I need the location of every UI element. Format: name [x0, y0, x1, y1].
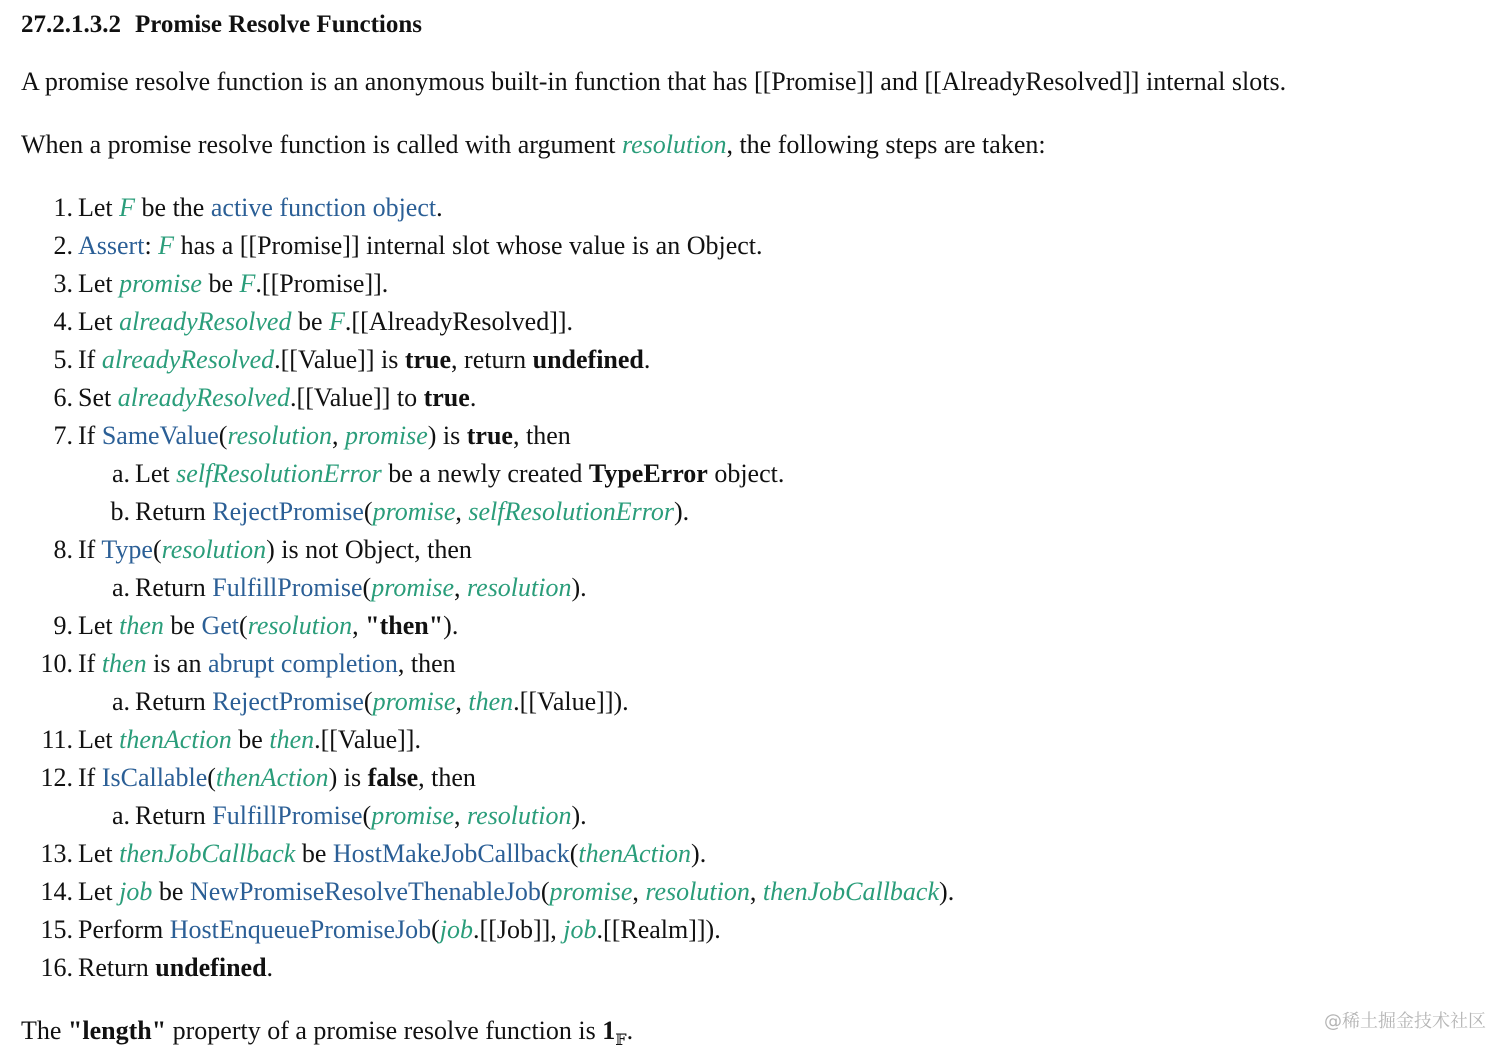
text-run: Set — [78, 383, 118, 412]
text-run: ( — [152, 535, 162, 564]
spec-link[interactable]: FulfillPromise — [212, 573, 363, 602]
text-run: Let — [78, 269, 120, 298]
text-run: be — [291, 307, 330, 336]
text-run: ). — [443, 611, 459, 640]
variable: then — [468, 687, 514, 716]
length-text-end: . — [626, 1016, 634, 1045]
text-run: ( — [218, 421, 228, 450]
text-run: ( — [362, 801, 372, 830]
text-run: .[[Value]] to — [290, 383, 424, 412]
text-run: Let — [78, 839, 120, 868]
text-run: ). — [939, 877, 955, 906]
variable: thenJobCallback — [119, 839, 296, 868]
text-run: ( — [363, 687, 373, 716]
text-run: be — [201, 269, 240, 298]
bold-term: undefined — [532, 345, 644, 374]
text-run: Let — [78, 611, 120, 640]
spec-link[interactable]: Type — [101, 535, 153, 564]
step-content — [135, 797, 587, 835]
step-content — [78, 835, 706, 873]
spec-link[interactable]: Assert — [78, 231, 145, 260]
step-content — [78, 759, 476, 797]
text-run: , — [331, 421, 345, 450]
step-content — [78, 189, 443, 227]
variable: alreadyResolved — [101, 345, 275, 374]
step-marker: a. — [111, 801, 130, 830]
text-run: be a newly created — [381, 459, 589, 488]
variable: resolution — [467, 573, 572, 602]
variable: F — [239, 269, 256, 298]
text-run: , then — [512, 421, 571, 450]
variable: promise — [372, 497, 456, 526]
text-run: ) is — [328, 763, 368, 792]
variable: thenAction — [578, 839, 692, 868]
variable: promise — [549, 877, 633, 906]
variable: thenAction — [119, 725, 232, 754]
variable: promise — [372, 687, 456, 716]
text-run: .[[Promise]]. — [255, 269, 389, 298]
bold-term: false — [367, 763, 419, 792]
step-marker: 5. — [53, 345, 73, 374]
variable: resolution — [467, 801, 572, 830]
text-run: Let — [78, 307, 120, 336]
step-content — [78, 873, 954, 911]
step-marker: 14. — [40, 877, 73, 906]
step-content — [78, 721, 421, 759]
text-run: be — [295, 839, 333, 868]
text-run: , then — [397, 649, 456, 678]
step-marker: 16. — [40, 953, 73, 982]
step-marker: 15. — [40, 915, 73, 944]
length-text-middle: property of a promise resolve function is — [166, 1016, 603, 1045]
text-run: Let — [78, 725, 120, 754]
step-content — [135, 493, 689, 531]
variable: selfResolutionError — [176, 459, 382, 488]
length-value: 1 — [602, 1016, 616, 1045]
spec-link[interactable]: SameValue — [101, 421, 219, 450]
variable: alreadyResolved — [119, 307, 292, 336]
variable: resolution — [227, 421, 332, 450]
text-run: , then — [418, 763, 476, 792]
text-run: , return — [451, 345, 533, 374]
text-run: ). — [673, 497, 690, 526]
text-run: , — [454, 573, 467, 602]
variable: resolution — [645, 877, 750, 906]
step-content — [78, 949, 273, 987]
variable: resolution — [161, 535, 267, 564]
step-content — [78, 379, 476, 417]
resolution-var: resolution — [621, 130, 727, 159]
step-content — [78, 227, 763, 265]
variable: thenJobCallback — [762, 877, 940, 906]
text-run: is an — [146, 649, 208, 678]
step-content — [78, 645, 456, 683]
text-run: ). — [571, 573, 587, 602]
step-content — [135, 683, 629, 721]
text-run: Return — [135, 497, 213, 526]
spec-link[interactable]: HostMakeJobCallback — [332, 839, 570, 868]
spec-link[interactable]: HostEnqueuePromiseJob — [169, 915, 432, 944]
step-marker: 1. — [53, 193, 73, 222]
spec-link[interactable]: Get — [201, 611, 240, 640]
text-run: . — [643, 345, 651, 374]
text-run: Return — [78, 953, 156, 982]
text-run: .[[Value]]. — [314, 725, 421, 754]
text-run: Let — [78, 193, 120, 222]
step-marker: 9. — [53, 611, 73, 640]
variable: selfResolutionError — [468, 497, 674, 526]
step-marker: 8. — [53, 535, 73, 564]
variable: resolution — [247, 611, 353, 640]
length-property-name: "length" — [67, 1016, 167, 1045]
text-run: , — [455, 687, 469, 716]
text-run: ). — [691, 839, 707, 868]
text-run: .[[Realm]]). — [596, 915, 721, 944]
step-marker: a. — [111, 573, 130, 602]
text-run: , — [352, 611, 366, 640]
text-run: be the — [135, 193, 211, 222]
step-content — [78, 303, 573, 341]
step-marker: 7. — [53, 421, 73, 450]
variable: promise — [371, 801, 454, 830]
step-marker: 2. — [53, 231, 73, 260]
spec-link[interactable]: RejectPromise — [212, 687, 364, 716]
bold-term: TypeError — [588, 459, 708, 488]
text-run: be — [163, 611, 202, 640]
variable: promise — [371, 573, 454, 602]
text-run: .[[Value]] is — [274, 345, 405, 374]
bold-term: true — [404, 345, 452, 374]
text-run: ( — [362, 573, 372, 602]
text-run: . — [469, 383, 477, 412]
step-content — [135, 455, 784, 493]
text-run: . — [266, 953, 274, 982]
step-marker: a. — [111, 459, 130, 488]
variable: promise — [119, 269, 202, 298]
length-text-before: The — [21, 1016, 68, 1045]
step-content — [78, 531, 472, 569]
text-run: If — [78, 535, 102, 564]
section-heading — [21, 6, 422, 44]
section-title: Promise Resolve Functions — [135, 11, 423, 38]
text-run: Return — [135, 573, 213, 602]
text-run: Return — [135, 687, 213, 716]
variable: job — [563, 915, 597, 944]
spec-link[interactable]: active function object — [210, 193, 437, 222]
step-marker: 13. — [40, 839, 73, 868]
step-marker: 4. — [53, 307, 73, 336]
variable: thenAction — [215, 763, 329, 792]
text-run: If — [78, 421, 102, 450]
text-run: ). — [571, 801, 587, 830]
text-run: Perform — [78, 915, 170, 944]
step-marker: b. — [110, 497, 130, 526]
intro-paragraph: A promise resolve function is an anonymous built-in function that has [[Promise]] and [[AlreadyResolved]] internal slots. — [21, 67, 1287, 96]
step-marker: 3. — [53, 269, 73, 298]
spec-link[interactable]: FulfillPromise — [212, 801, 363, 830]
variable: then — [269, 725, 315, 754]
text-run: . — [436, 193, 443, 222]
text-run: ( — [569, 839, 579, 868]
text-run: .[[AlreadyResolved]]. — [344, 307, 574, 336]
text-run: , — [455, 497, 469, 526]
text-run: , — [632, 877, 646, 906]
text-run: , — [454, 801, 467, 830]
variable: job — [119, 877, 153, 906]
text-run: ) is not Object, then — [266, 535, 472, 564]
text-run: ( — [363, 497, 373, 526]
variable: then — [101, 649, 147, 678]
text-run: Let — [78, 877, 120, 906]
text-run: has a [[Promise]] internal slot whose value is an Object. — [174, 231, 763, 260]
spec-link[interactable]: RejectPromise — [212, 497, 364, 526]
step-content — [78, 607, 458, 645]
text-run: If — [78, 345, 102, 374]
text-run: : — [144, 231, 159, 260]
watermark: @稀土掘金技术社区 — [1324, 1011, 1486, 1032]
variable: job — [439, 915, 474, 944]
text-run: .[[Job]], — [473, 915, 564, 944]
text-run: ( — [540, 877, 550, 906]
step-marker: 11. — [41, 725, 73, 754]
text-run: , — [749, 877, 763, 906]
text-run: ) is — [427, 421, 467, 450]
step-content — [78, 265, 388, 303]
text-run: be — [231, 725, 270, 754]
variable: alreadyResolved — [117, 383, 291, 412]
number-type-subscript: 𝔽 — [615, 1032, 627, 1049]
bold-term: "then" — [365, 611, 444, 640]
step-marker: 10. — [40, 649, 73, 678]
spec-link[interactable]: IsCallable — [101, 763, 208, 792]
step-content — [78, 341, 650, 379]
step-marker: 12. — [40, 763, 73, 792]
step-content — [78, 911, 721, 949]
text-run: ( — [431, 915, 440, 944]
variable: promise — [344, 421, 428, 450]
text-run: Let — [135, 459, 177, 488]
step-marker: a. — [111, 687, 130, 716]
step-marker: 6. — [53, 383, 73, 412]
call-paragraph — [21, 126, 1046, 164]
text-run: .[[Value]]). — [513, 687, 629, 716]
call-text-before: When a promise resolve function is called with argument — [21, 130, 622, 159]
text-run: If — [78, 649, 102, 678]
text-run: be — [152, 877, 190, 906]
section-number: 27.2.1.3.2 — [21, 11, 121, 38]
text-run: Return — [135, 801, 213, 830]
bold-term: true — [466, 421, 513, 450]
step-content — [78, 417, 571, 455]
spec-link[interactable]: abrupt completion — [207, 649, 398, 678]
text-run: ( — [239, 611, 248, 640]
variable: F — [158, 231, 175, 260]
spec-link[interactable]: NewPromiseResolveThenableJob — [189, 877, 541, 906]
step-content — [135, 569, 587, 607]
variable: F — [119, 193, 136, 222]
text-run: object. — [707, 459, 785, 488]
bold-term: undefined — [155, 953, 267, 982]
text-run: ( — [207, 763, 216, 792]
text-run: If — [78, 763, 102, 792]
call-text-after: , the following steps are taken: — [726, 130, 1046, 159]
variable: then — [119, 611, 164, 640]
length-paragraph — [21, 1012, 633, 1060]
bold-term: true — [423, 383, 470, 412]
variable: F — [329, 307, 345, 336]
